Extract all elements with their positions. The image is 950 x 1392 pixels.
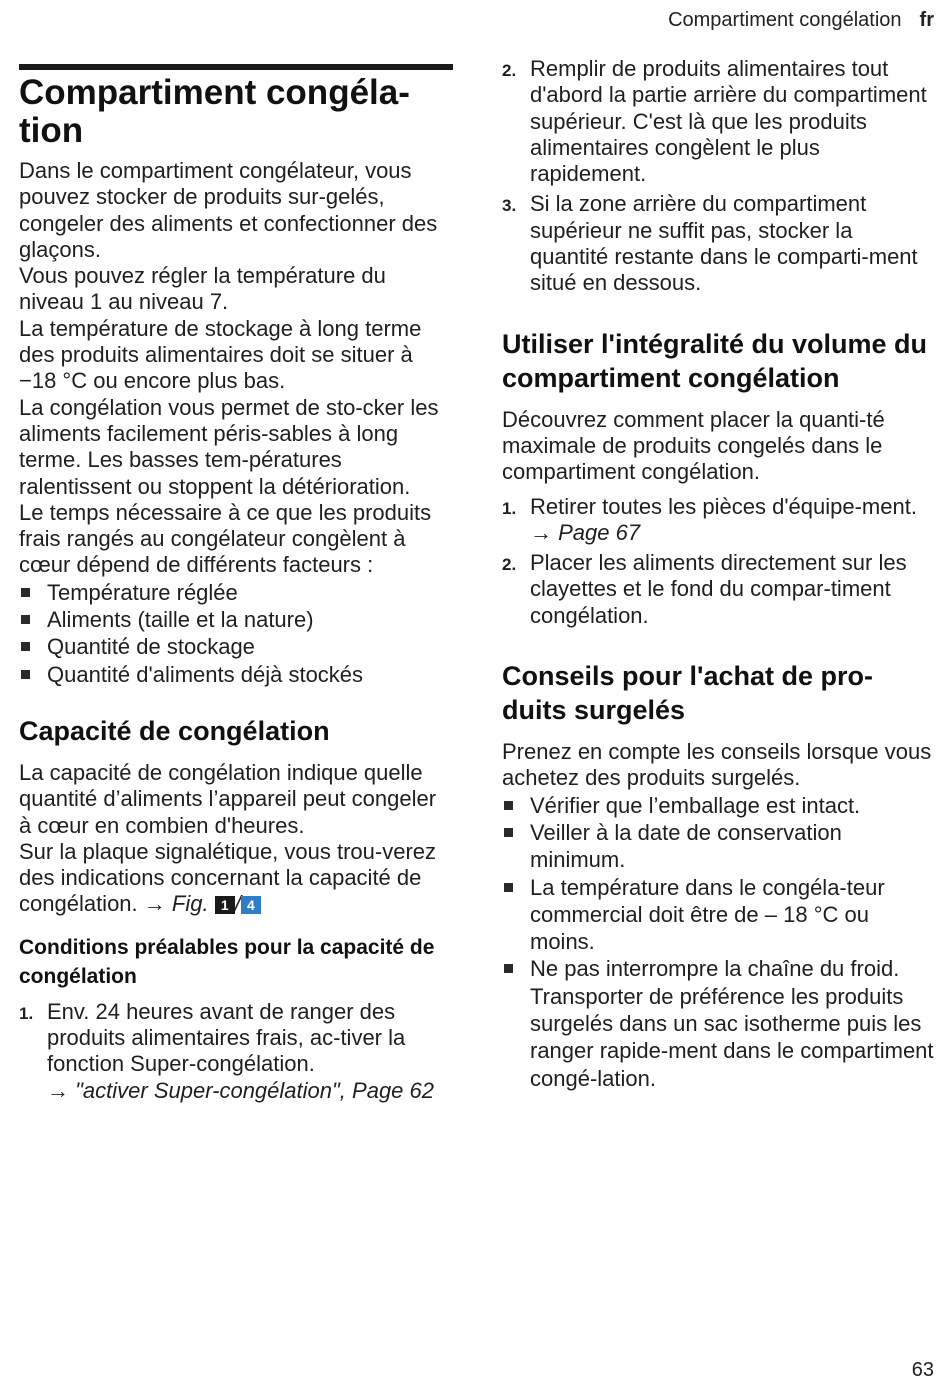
list-item xyxy=(502,191,934,296)
volume-steps xyxy=(502,494,934,629)
volume-intro: Découvrez comment placer la quanti-té maximale de produits congelés dans le compartiment congélation. xyxy=(502,406,885,485)
list-item xyxy=(19,999,453,1104)
page-number: 63 xyxy=(911,1359,934,1381)
step-text: Si la zone arrière du compartiment supérieur ne suffit pas, stocker la quantité restante dans le comparti-ment situé en dessous. xyxy=(530,191,918,296)
figure-reference-link[interactable] xyxy=(144,891,261,916)
intro-paragraph-4: La congélation vous permet de sto-cker les aliments facilement péris-sables à long terme. Les basses tem-pératures ralentissent ou stoppent la détérioration. xyxy=(19,394,439,499)
capacity-paragraph-1: La capacité de congélation indique quelle quantité d’aliments l’appareil peut congeler à cœur en combien d'heures. xyxy=(19,759,437,838)
tips-heading: Conseils pour l'achat de pro-duits surgelés xyxy=(502,661,873,726)
header-language-code: fr xyxy=(919,9,934,31)
list-item xyxy=(502,494,934,547)
step-number: 2. xyxy=(502,555,517,575)
step-number: 3. xyxy=(502,196,517,216)
volume-heading: Utiliser l'intégralité du volume du compartiment congélation xyxy=(502,328,927,393)
list-item xyxy=(502,550,934,629)
figure-badge-4: 4 xyxy=(241,896,261,914)
intro-paragraph-2: Vous pouvez régler la température du niveau 1 au niveau 7. xyxy=(19,263,386,315)
step-text: Retirer toutes les pièces d'équipe-ment. xyxy=(530,493,917,519)
page-67-reference-link[interactable]: → Page 67 xyxy=(530,519,641,545)
figure-separator: / xyxy=(234,891,241,917)
arrow-icon: → xyxy=(143,891,166,917)
intro-paragraph-1: Dans le compartiment congélateur, vous pouvez stocker de produits sur-gelés, congeler des aliments et confectionner des glaçons. xyxy=(19,158,438,262)
running-header xyxy=(668,9,934,32)
title-rule xyxy=(19,64,453,70)
list-item: Quantité de stockage xyxy=(19,633,453,660)
list-item: Vérifier que l’emballage est intact. xyxy=(502,792,934,819)
capacity-heading: Capacité de congélation xyxy=(19,715,330,746)
list-item: Veiller à la date de conservation minimum. xyxy=(502,819,934,874)
figure-label: Fig. xyxy=(171,891,209,917)
step-text: Env. 24 heures avant de ranger des produits alimentaires frais, ac-tiver la fonction Super-congélation. xyxy=(47,998,406,1077)
super-freeze-reference-link[interactable]: → "activer Super-congélation", Page 62 xyxy=(47,1077,434,1103)
factors-list xyxy=(19,579,453,688)
list-item: La température dans le congéla-teur commercial doit être de – 18 °C ou moins. xyxy=(502,874,934,956)
step-number: 1. xyxy=(19,1003,34,1023)
header-section-title: Compartiment congélation xyxy=(668,9,902,31)
conditions-heading: Conditions préalables pour la capacité de congélation xyxy=(19,935,435,988)
intro-paragraph-5: Le temps nécessaire à ce que les produits frais rangés au congélateur congèlent à cœur dépend de différents facteurs : xyxy=(19,499,432,578)
step-number: 2. xyxy=(502,61,517,80)
capacity-paragraph-2 xyxy=(19,839,453,918)
figure-badge-1: 1 xyxy=(215,896,235,914)
list-item xyxy=(502,56,934,187)
intro-paragraph-3: La température de stockage à long terme des produits alimentaires doit se situer à −18 °C ou encore plus bas. xyxy=(19,315,422,394)
step-text: Remplir de produits alimentaires tout d'abord la partie arrière du compartiment supérieur. C'est là que les produits alimentaires congèlent le plus rapidement. xyxy=(530,56,927,187)
tips-intro: Prenez en compte les conseils lorsque vous achetez des produits surgelés. xyxy=(502,739,932,791)
step-number: 1. xyxy=(502,498,517,518)
conditions-steps-continued xyxy=(502,56,934,297)
page-title: Compartiment congéla- tion xyxy=(19,73,410,150)
list-item: Quantité d'aliments déjà stockés xyxy=(19,661,453,688)
list-item: Ne pas interrompre la chaîne du froid. Transporter de préférence les produits surgelés dans un sac isotherme puis les ranger rapide-ment dans le compartiment congé-lation. xyxy=(502,955,934,1091)
tips-list xyxy=(502,792,934,1092)
conditions-steps xyxy=(19,999,453,1104)
right-column xyxy=(502,56,934,1092)
step-text: Placer les aliments directement sur les clayettes et le fond du compar-timent congélation. xyxy=(530,550,907,628)
left-column xyxy=(19,56,453,1104)
list-item: Aliments (taille et la nature) xyxy=(19,606,453,633)
list-item: Température réglée xyxy=(19,579,453,606)
capacity-paragraph-2-text: Sur la plaque signalétique, vous trou-verez des indications concernant la capacité de congélation. xyxy=(19,838,437,917)
